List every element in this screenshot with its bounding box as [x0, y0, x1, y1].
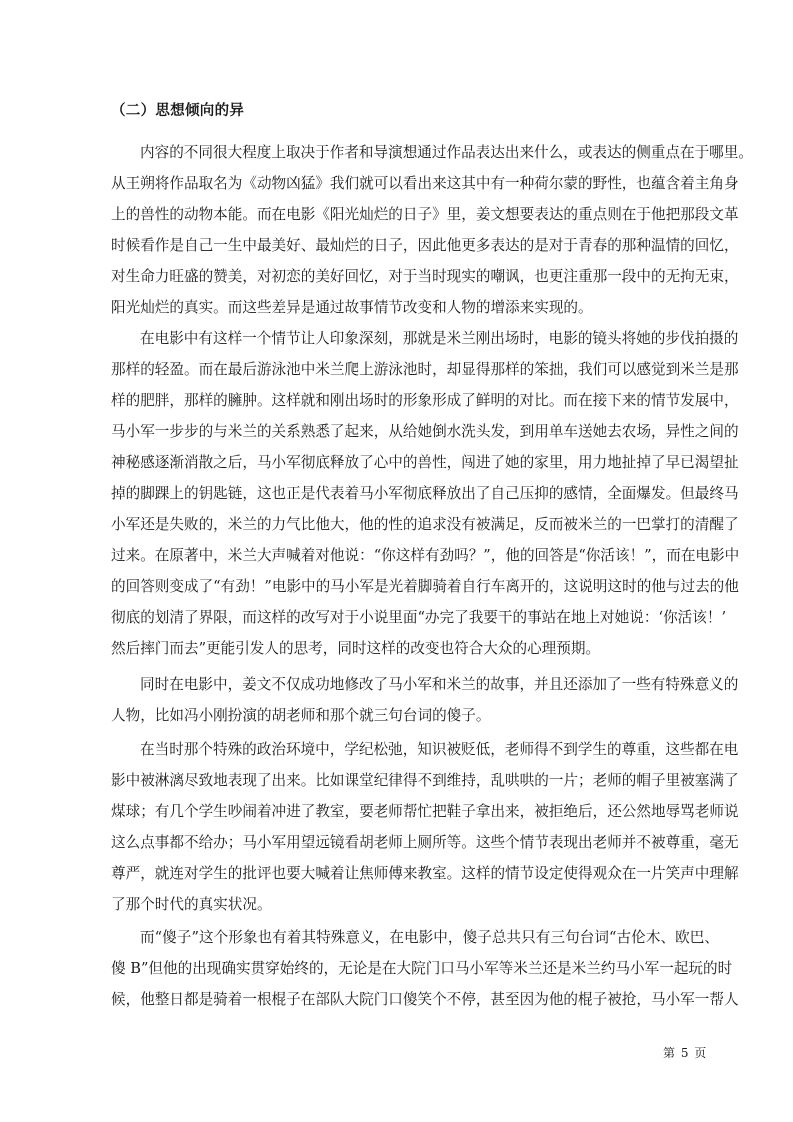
paragraph-5-line: 傻 B”但他的出现确实贯穿始终的，无论是在大院门口马小军等米兰还是米兰约马小军一起玩的时 — [111, 960, 733, 977]
paragraph-4-line: 煤球；有几个学生吵闹着冲进了教室，要老师帮忙把鞋子拿出来，被拒绝后，还公然地辱骂老师说 — [111, 803, 739, 820]
paragraph-4-line: 了那个时代的真实状况。 — [111, 896, 272, 913]
paragraph-3-line: 人物，比如冯小刚扮演的胡老师和那个就三句台词的傻子。 — [111, 707, 491, 724]
paragraph-4-line: 这么点事都不给办；马小军用望远镜看胡老师上厕所等。这些个情节表现出老师并不被尊重，毫无 — [111, 834, 739, 851]
paragraph-2-line: 小军还是失败的，米兰的力气比他大，他的性的追求没有被满足，反而被米兰的一巴掌打的清醒了 — [111, 516, 739, 533]
paragraph-4-line: 影中被淋漓尽致地表现了出来。比如课堂纪律得不到维持，乱哄哄的一片；老师的帽子里被塞满了 — [111, 772, 739, 789]
paragraph-2-line: 的回答则变成了“有劲！”电影中的马小军是光着脚骑着自行车离开的，这说明这时的他与过去的他 — [111, 578, 739, 595]
paragraph-5-line: 而“傻子”这个形象也有着其特殊意义，在电影中，傻子总共只有三句台词“古伦木、欧巴、 — [140, 929, 719, 946]
paragraph-1-line: 阳光灿烂的真实。而这些差异是通过故事情节改变和人物的增添来实现的。 — [111, 299, 593, 316]
paragraph-1-line: 时候看作是自己一生中最美好、最灿烂的日子，因此他更多表达的是对于青春的那种温情的回忆， — [111, 237, 739, 254]
paragraph-2-line: 彻底的划清了界限，而这样的改写对于小说里面“办完了我要干的事站在地上对她说：‘你活该！’ — [111, 609, 727, 626]
page-number: 第 5 页 — [663, 1046, 708, 1060]
paragraph-1-line: 对生命力旺盛的赞美，对初恋的美好回忆，对于当时现实的嘲讽，也更注重那一段中的无拘无束， — [111, 268, 739, 285]
paragraph-2-line: 样的肥胖，那样的臃肿。这样就和刚出场时的形象形成了鲜明的对比。而在接下来的情节发展中， — [111, 392, 739, 409]
paragraph-1-line: 从王朔将作品取名为《动物凶猛》我们就可以看出来这其中有一种荷尔蒙的野性，也蕴含着主角身 — [111, 175, 739, 192]
paragraph-2-line: 在电影中有这样一个情节让人印象深刻，那就是米兰刚出场时，电影的镜头将她的步伐拍摄的 — [140, 330, 739, 347]
paragraph-4-line: 在当时那个特殊的政治环境中，学纪松弛，知识被贬低，老师得不到学生的尊重，这些都在电 — [140, 741, 739, 758]
paragraph-2-line: 然后摔门而去”更能引发人的思考，同时这样的改变也符合大众的心理预期。 — [111, 640, 601, 657]
paragraph-5-line: 候，他整日都是骑着一根棍子在部队大院门口傻笑个不停，甚至因为他的棍子被抢，马小军一帮人 — [111, 991, 739, 1008]
paragraph-2-line: 马小军一步步的与米兰的关系熟悉了起来，从给她倒水洗头发，到用单车送她去农场，异性之间的 — [111, 423, 739, 440]
section-heading: （二）思想倾向的异 — [111, 102, 245, 119]
paragraph-4-line: 尊严，就连对学生的批评也要大喊着让焦师傅来教室。这样的情节设定使得观众在一片笑声中理解 — [111, 865, 739, 882]
paragraph-2-line: 神秘感逐渐消散之后，马小军彻底释放了心中的兽性，闯进了她的家里，用力地扯掉了早已渴望扯 — [111, 454, 739, 471]
paragraph-1-line: 上的兽性的动物本能。而在电影《阳光灿烂的日子》里，姜文想要表达的重点则在于他把那段文革 — [111, 206, 739, 223]
paragraph-3-line: 同时在电影中，姜文不仅成功地修改了马小军和米兰的故事，并且还添加了一些有特殊意义的 — [140, 676, 739, 693]
paragraph-1-line: 内容的不同很大程度上取决于作者和导演想通过作品表达出来什么，或表达的侧重点在于哪里。 — [140, 144, 753, 161]
paragraph-2-line: 掉的脚踝上的钥匙链，这也正是代表着马小军彻底释放出了自己压抑的感情，全面爆发。但最终马 — [111, 485, 739, 502]
paragraph-2-line: 过来。在原著中，米兰大声喊着对他说：“你这样有劲吗？”，他的回答是“你活该！”，而在电影中 — [111, 547, 740, 564]
paragraph-2-line: 那样的轻盈。而在最后游泳池中米兰爬上游泳池时，却显得那样的笨拙，我们可以感觉到米兰是那 — [111, 361, 739, 378]
